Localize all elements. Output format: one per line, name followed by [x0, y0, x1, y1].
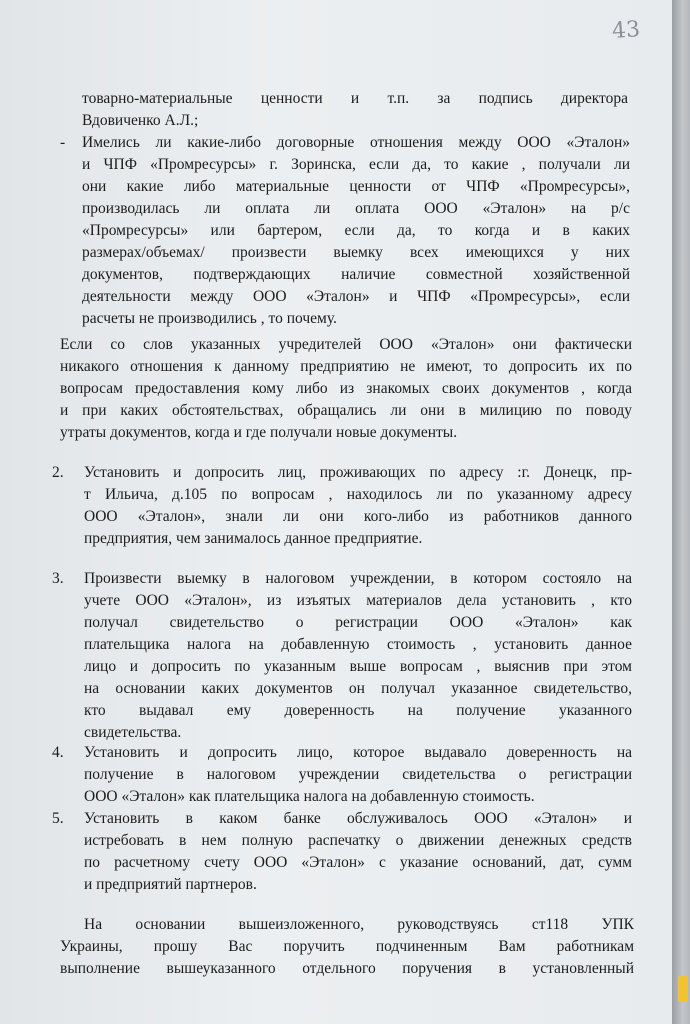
- text-line: по расчетному счету ООО «Эталон» с указание оснований, дат, сумм: [84, 854, 632, 871]
- numbered-item: [84, 742, 632, 808]
- text-line: Установить и допросить лиц, проживающих по адресу :г. Донецк, пр-: [84, 464, 632, 481]
- text-line: учете ООО «Эталон», из изъятых материалов дела установить , кто: [84, 592, 632, 609]
- bullet-item: [82, 132, 630, 330]
- text-line: и предприятий партнеров.: [84, 876, 257, 893]
- numbered-item: [84, 808, 632, 896]
- text-line: деятельности между ООО «Эталон» и ЧПФ «Промресурсы», если: [82, 288, 630, 305]
- final-paragraph: [60, 914, 634, 980]
- founders-paragraph: [60, 334, 632, 444]
- text-line: документов, подтверждающих наличие совместной хозяйственной: [82, 266, 630, 283]
- text-line: Установить в каком банке обслуживалось ООО «Эталон» и: [84, 810, 632, 827]
- text-line: лицо и допросить по указанным выше вопросам , выяснив при этом: [84, 658, 632, 675]
- text-line: свидетельства.: [84, 724, 182, 741]
- text-line: кто выдавал ему доверенность на получение указанного: [84, 702, 632, 719]
- text-line: и при каких обстоятельствах, обращались ли они в милицию по поводу: [60, 402, 632, 419]
- numbered-item: [84, 568, 632, 744]
- text-line: утраты документов, когда и где получали новые документы.: [60, 424, 458, 441]
- text-line: получал свидетельство о регистрации ООО «Эталон» как: [84, 614, 632, 631]
- numbered-item: [84, 462, 632, 550]
- text-line: Если со слов указанных учредителей ООО «Эталон» они фактически: [60, 336, 632, 353]
- text-line: никакого отношения к данному предприятию не имеют, то допросить их по: [60, 358, 632, 375]
- text-line: «Промресурсы» или бартером, если да, то когда и в каких: [82, 222, 630, 239]
- text-line: выполнение вышеуказанного отдельного поручения в установленный: [60, 960, 634, 977]
- continuation-text: [82, 88, 628, 132]
- text-line: предприятия, чем занималось данное предприятие.: [84, 530, 423, 547]
- text-line: Произвести выемку в налоговом учреждении, в котором состояло на: [84, 570, 632, 587]
- text-line: Установить и допросить лицо, которое выдавало доверенность на: [84, 744, 632, 761]
- text-line: они какие либо материальные ценности от ЧПФ «Промресурсы»,: [82, 178, 630, 195]
- text-line: размерах/объемах/ произвести выемку всех имеющихся у них: [82, 244, 630, 261]
- text-line: т Ильича, д.105 по вопросам , находилось ли по указанному адресу: [84, 486, 632, 503]
- text-line: ООО «Эталон» как плательщика налога на добавленную стоимость.: [84, 788, 535, 805]
- text-line: На основании вышеизложенного, руководствуясь ст118 УПК: [84, 916, 634, 933]
- text-line: вопросам предоставления кому либо из знакомых своих документов , когда: [60, 380, 632, 397]
- text-line: Украины, прошу Вас поручить подчиненным Вам работникам: [60, 938, 634, 955]
- text-line: и ЧПФ «Промресурсы» г. Зоринска, если да, то какие , получали ли: [82, 156, 630, 173]
- text-line: производилась ли оплата ли оплата ООО «Эталон» на р/с: [82, 200, 630, 217]
- text-line: товарно-материальные ценности и т.п. за подпись директора: [82, 90, 628, 107]
- item-number: 3.: [52, 570, 64, 587]
- item-number: 2.: [52, 464, 64, 481]
- text-line: плательщика налога на добавленную стоимость , установить данное: [84, 636, 632, 653]
- text-line: Вдовиченко А.Л.;: [82, 112, 199, 129]
- text-line: истребовать в нем полную распечатку о движении денежных средств: [84, 832, 632, 849]
- text-line: Имелись ли какие-либо договорные отношения между ООО «Эталон»: [82, 134, 630, 151]
- text-line: получение в налоговом учреждении свидетельства о регистрации: [84, 766, 632, 783]
- corner-marker: [678, 976, 688, 1002]
- page-number: 43: [611, 17, 641, 44]
- item-number: 5.: [52, 810, 64, 827]
- text-line: на основании каких документов он получал указанное свидетельство,: [84, 680, 632, 697]
- text-line: расчеты не производились , то почему.: [82, 310, 337, 327]
- text-line: ООО «Эталон», знали ли они кого-либо из работников данного: [84, 508, 632, 525]
- page-edge: [672, 0, 690, 1024]
- bullet-marker: -: [60, 134, 66, 151]
- item-number: 4.: [52, 744, 64, 761]
